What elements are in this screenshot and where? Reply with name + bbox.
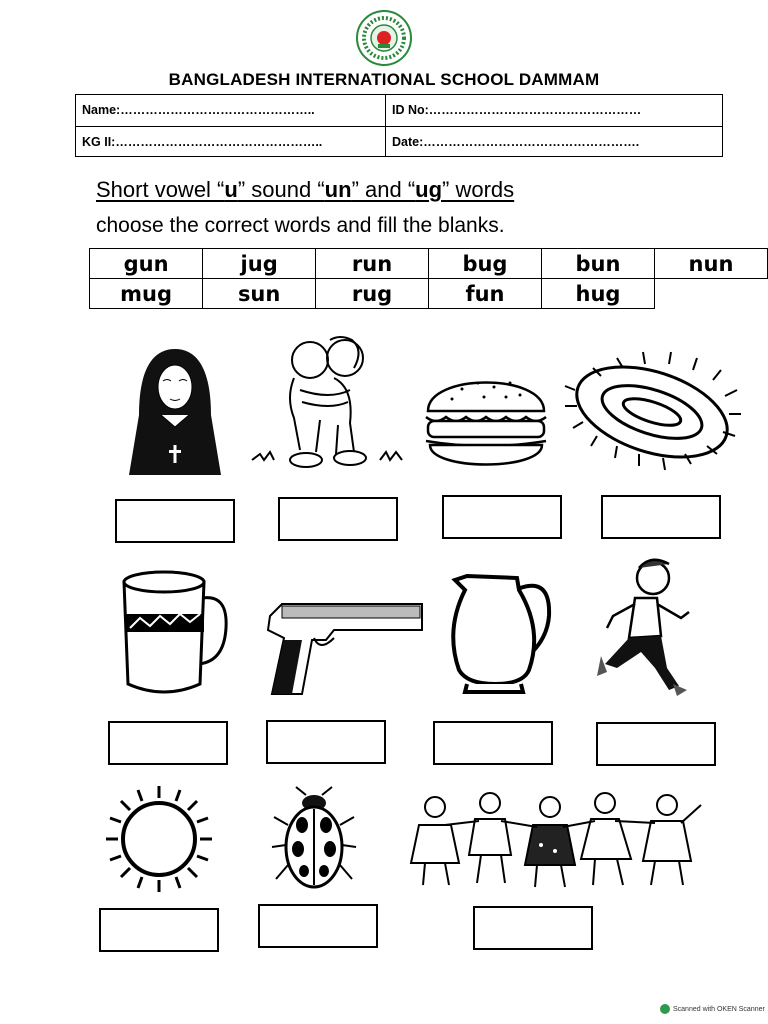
gun-picture-icon (262, 598, 424, 698)
answer-box-2[interactable] (278, 497, 398, 541)
answer-box-5[interactable] (108, 721, 228, 765)
word-bank-cell: gun (90, 249, 203, 279)
answer-box-6[interactable] (266, 720, 386, 764)
bug-picture-icon (270, 785, 358, 895)
worksheet-title: Short vowel “u” sound “un” and “ug” words (96, 177, 515, 202)
answer-box-4[interactable] (601, 495, 721, 539)
word-bank-cell: mug (90, 279, 203, 309)
school-name: BANGLADESH INTERNATIONAL SCHOOL DAMMAM (168, 70, 600, 89)
student-info-table (75, 94, 723, 157)
nun-picture-icon (125, 345, 225, 477)
word-bank-cell: bug (428, 249, 541, 279)
rug-picture-icon (563, 350, 741, 472)
scanner-logo-icon (660, 1004, 670, 1014)
word-bank-cell: sun (203, 279, 316, 309)
word-bank-cell: bun (541, 249, 654, 279)
school-crest-icon (356, 10, 412, 66)
scanner-text: Scanned with OKEN Scanner (673, 1005, 765, 1013)
name-field[interactable]: Name:……………………………………….. (82, 103, 315, 117)
word-bank-cell: run (316, 249, 429, 279)
id-field[interactable]: ID No:…………………………………………… (392, 103, 642, 117)
answer-box-11[interactable] (473, 906, 593, 950)
instructions-text: choose the correct words and fill the blanks. (96, 214, 505, 237)
answer-box-1[interactable] (115, 499, 235, 543)
answer-box-3[interactable] (442, 495, 562, 539)
fun-picture-icon (405, 785, 705, 893)
run-picture-icon (595, 556, 695, 698)
class-field[interactable]: KG II:………………………………………….. (82, 135, 323, 149)
answer-box-8[interactable] (596, 722, 716, 766)
bun-picture-icon (422, 355, 550, 473)
answer-box-9[interactable] (99, 908, 219, 952)
answer-box-7[interactable] (433, 721, 553, 765)
answer-box-10[interactable] (258, 904, 378, 948)
word-bank-cell: hug (541, 279, 654, 309)
word-bank-cell: jug (203, 249, 316, 279)
jug-picture-icon (447, 570, 555, 696)
word-bank-cell: fun (428, 279, 541, 309)
word-bank (89, 248, 768, 309)
sun-picture-icon (104, 784, 214, 894)
hug-picture-icon (250, 330, 408, 475)
mug-picture-icon (118, 568, 230, 698)
word-bank-cell: nun (654, 249, 767, 279)
word-bank-cell: rug (316, 279, 429, 309)
date-field[interactable]: Date:……………………………………………. (392, 135, 640, 149)
scanner-watermark (660, 1004, 765, 1014)
